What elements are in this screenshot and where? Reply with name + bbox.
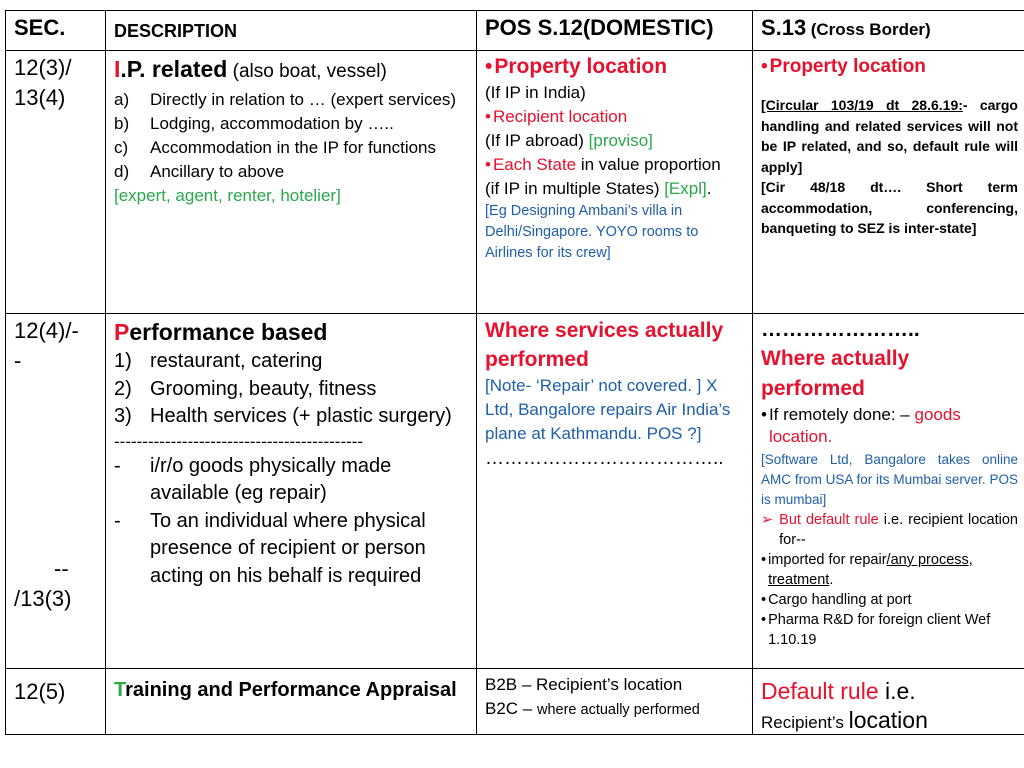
header-pos-text: POS S.12(DOMESTIC) — [485, 15, 714, 40]
row3-s13 — [753, 669, 1024, 735]
row-ip-related — [6, 51, 1024, 314]
row2-pos-dots: ……………………………….. — [485, 448, 724, 469]
row1-s13-circ2: [Cir 48/18 dt…. Short term accommodation, conferencing, banqueting to SEZ is inter-state] — [761, 179, 1018, 236]
row1-s13-circ1: [Circular 103/19 dt 28.6.19:- cargo handling and related services will not be IP related, and so, default rule will apply] — [761, 97, 1018, 175]
row3-pos-b2b: B2B – Recipient’s location — [485, 675, 683, 694]
list-item: 2) Grooming, beauty, fitness — [114, 377, 377, 400]
row2-divider: -------------------------------------------- — [114, 431, 364, 451]
row3-s13-line2: Recipient’s location — [761, 707, 928, 733]
row1-title — [114, 53, 468, 88]
row3-description: Training and Performance Appraisal — [106, 669, 477, 735]
row2-s13-arrow: ➢ But default rule i.e. recipient location for-- — [761, 512, 1018, 548]
row1-pos — [477, 51, 753, 314]
header-description-text: DESCRIPTION — [114, 21, 238, 41]
pos-table — [5, 10, 1024, 735]
row2-pos — [477, 314, 753, 669]
row2-title: Performance based — [114, 319, 328, 345]
row2-dash-list — [114, 453, 468, 591]
row1-note: [expert, agent, renter, hotelier] — [114, 186, 341, 205]
row1-s13-b1: • Property location — [761, 56, 926, 77]
row2-s13-remote: • If remotely done: – goods location. — [761, 405, 961, 446]
row2-pos-title: Where services actually performed — [485, 319, 724, 371]
row2-s13-bullet2: • Cargo handling at port — [761, 592, 912, 608]
header-s13 — [753, 11, 1024, 51]
row1-pos-b3: • Each State in value proportion — [485, 155, 721, 174]
header-sec-text: SEC. — [14, 15, 66, 40]
row2-s13-title: Where actually performed — [761, 347, 910, 400]
row1-s13 — [753, 51, 1024, 314]
header-pos — [477, 11, 753, 51]
row1-sec-a: 12(3)/ — [14, 55, 72, 80]
row1-pos-t1: (If IP in India) — [485, 83, 586, 102]
arrow-bullet-icon: ➢ — [761, 512, 774, 528]
row1-pos-eg: [Eg Designing Ambani’s villa in Delhi/Singapore. YOYO rooms to Airlines for its crew] — [485, 203, 699, 261]
row2-s13-software: [Software Ltd, Bangalore takes online AMC from USA for its Mumbai server. POS is mumbai] — [761, 452, 1018, 507]
row1-sec — [6, 51, 106, 314]
row2-s13 — [753, 314, 1024, 669]
list-item: a) Directly in relation to … (expert services) — [114, 90, 457, 109]
row1-pos-t4: (if IP in multiple States) [Expl]. — [485, 179, 712, 198]
row1-title-suffix: (also boat, vessel) — [227, 61, 387, 82]
row1-list — [114, 88, 468, 184]
header-s13-sub: (Cross Border) — [810, 20, 931, 39]
row2-sec-a: 12(4)/- — [14, 318, 79, 343]
row2-description — [106, 314, 477, 669]
row2-s13-bullet1: • imported for repair/any process, treatment. — [761, 552, 973, 588]
row2-sec — [6, 314, 106, 669]
list-item: - i/r/o goods physically made available (eg repair) — [114, 454, 392, 504]
row1-pos-b1: • Property location — [485, 55, 668, 78]
row3-pos — [477, 669, 753, 735]
row1-pos-t2: (If IP abroad) [proviso] — [485, 131, 653, 150]
row2-list — [114, 348, 468, 431]
row2-s13-dots: ………………….. — [761, 318, 920, 341]
row-training — [6, 669, 1024, 735]
row1-title-rest: .P. related — [120, 56, 228, 82]
row3-sec-text: 12(5) — [14, 679, 66, 704]
list-item: c) Accommodation in the IP for functions — [114, 138, 437, 157]
row2-sec-d: /13(3) — [14, 586, 72, 611]
list-item: 3) Health services (+ plastic surgery) — [114, 405, 452, 427]
header-row — [6, 11, 1024, 51]
list-item: 1) restaurant, catering — [114, 350, 323, 372]
row3-sec — [6, 669, 106, 735]
row1-sec-b: 13(4) — [14, 85, 66, 110]
row3-s13-line1: Default rule i.e. — [761, 678, 916, 704]
header-description — [106, 11, 477, 51]
list-item: - To an individual where physical presence of recipient or person acting on his behalf is required — [114, 509, 426, 587]
list-item: b) Lodging, accommodation by ….. — [114, 114, 394, 133]
header-s13-text: S.13 — [761, 15, 807, 40]
row1-title-first: I — [114, 56, 121, 82]
row-performance-based — [6, 314, 1024, 669]
header-sec — [6, 11, 106, 51]
row2-s13-bullet3: • Pharma R&D for foreign client Wef 1.10.19 — [761, 612, 991, 648]
list-item: d) Ancillary to above — [114, 162, 285, 181]
row2-sec-b: - — [14, 348, 22, 373]
row1-pos-b2: • Recipient location — [485, 107, 628, 126]
row3-pos-b2c: B2C – where actually performed — [485, 699, 700, 718]
row2-pos-note: [Note- ‘Repair’ not covered. ] X Ltd, Bangalore repairs Air India’s plane at Kathmandu. POS ?] — [485, 376, 731, 443]
row2-sec-c: -- — [54, 556, 69, 581]
row1-description — [106, 51, 477, 314]
